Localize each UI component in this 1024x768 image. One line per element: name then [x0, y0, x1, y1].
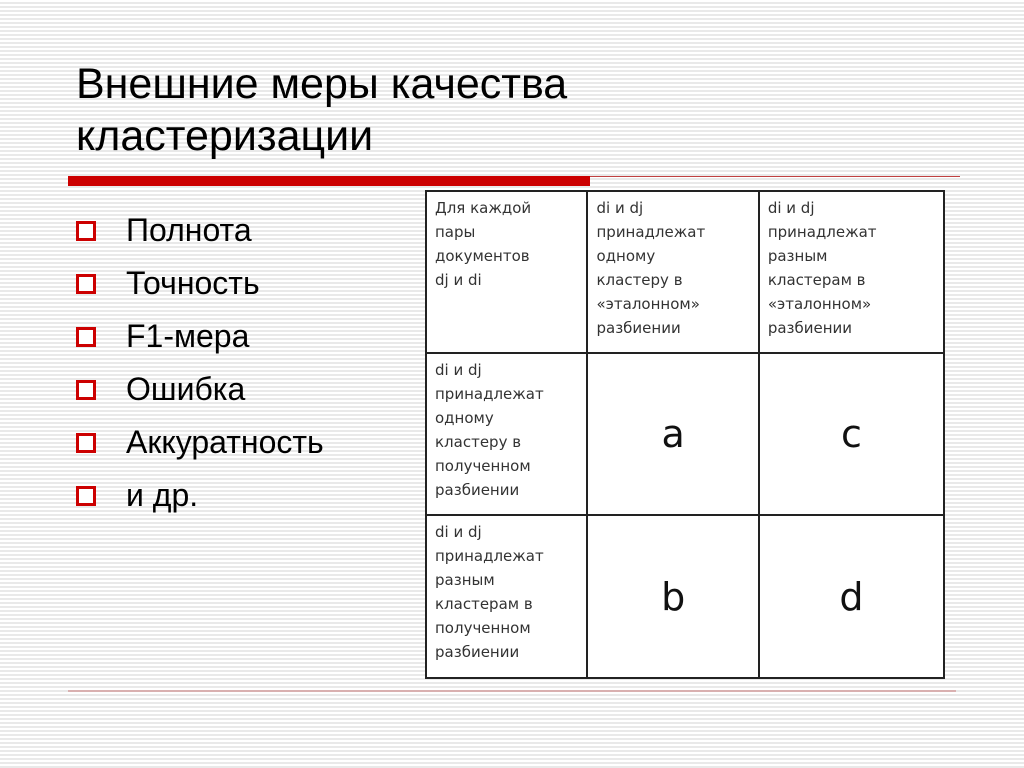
- bullet-item: [76, 204, 324, 257]
- bullet-item: [76, 257, 324, 310]
- bullet-text: Полнота: [126, 212, 252, 248]
- col-header-same-cluster-label: di и dj принадлежат одному кластеру в «эталонном» разбиении: [596, 199, 706, 337]
- square-bullet-icon: [76, 380, 96, 400]
- title-underline-accent: [68, 176, 590, 186]
- cell-a: a: [587, 353, 758, 515]
- bullet-item: [76, 416, 324, 469]
- footer-divider: [68, 690, 956, 692]
- table-header-row: [426, 191, 944, 353]
- row-header-diff-cluster-label: di и dj принадлежат разным кластерам в полученном разбиении: [435, 523, 544, 661]
- bullet-text: Ошибка: [126, 371, 246, 407]
- cell-b: b: [587, 515, 758, 678]
- table-col-header-diff: [759, 191, 944, 353]
- row-header-same-cluster-label: di и dj принадлежат одному кластеру в полученном разбиении: [435, 361, 544, 499]
- bullet-list: [76, 204, 324, 522]
- contingency-table: [425, 190, 945, 679]
- square-bullet-icon: [76, 486, 96, 506]
- bullet-text: Точность: [126, 265, 260, 301]
- table-corner-cell: [426, 191, 587, 353]
- table-col-header-same: [587, 191, 758, 353]
- bullet-text: F1-мера: [126, 318, 250, 354]
- table-row-header-diff: [426, 515, 587, 678]
- table-corner-label: Для каждой пары документов dj и di: [435, 199, 532, 289]
- square-bullet-icon: [76, 327, 96, 347]
- square-bullet-icon: [76, 274, 96, 294]
- title-underline-thin: [590, 176, 960, 177]
- bullet-item: [76, 363, 324, 416]
- bullet-text: и др.: [126, 477, 199, 513]
- square-bullet-icon: [76, 433, 96, 453]
- table-row-header-same: [426, 353, 587, 515]
- cell-d: d: [759, 515, 944, 678]
- slide-title: [76, 58, 776, 162]
- square-bullet-icon: [76, 221, 96, 241]
- slide-title-line-1: Внешние меры качества: [76, 60, 568, 108]
- table-row-diff: [426, 515, 944, 678]
- bullet-item: [76, 469, 324, 522]
- bullet-item: [76, 310, 324, 363]
- table-row-same: [426, 353, 944, 515]
- col-header-diff-cluster-label: di и dj принадлежат разным кластерам в «эталонном» разбиении: [767, 199, 877, 337]
- cell-c: c: [759, 353, 944, 515]
- slide-title-line-2: кластеризации: [76, 112, 374, 160]
- bullet-text: Аккуратность: [126, 424, 324, 460]
